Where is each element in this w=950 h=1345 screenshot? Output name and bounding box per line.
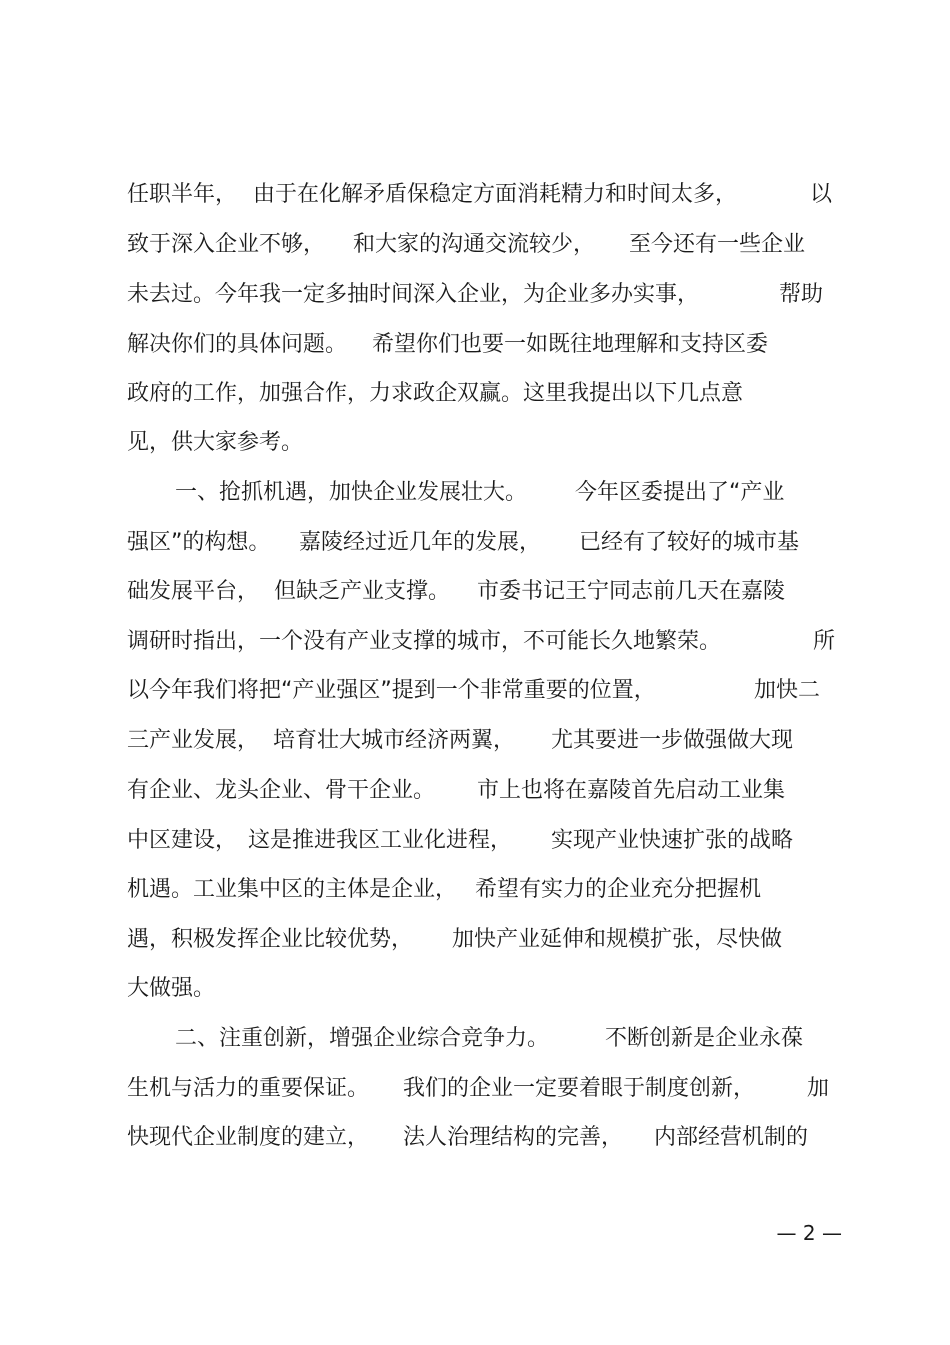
text-segment: 由于在化解矛盾保稳定方面消耗精力和时间太多， xyxy=(253,182,738,207)
text-segment: 遇，积极发挥企业比较优势， xyxy=(127,927,414,952)
text-segment: 嘉陵经过近几年的发展， xyxy=(299,530,542,555)
text-segment: 加快二 xyxy=(754,678,821,703)
text-line xyxy=(127,624,847,660)
text-segment: 这是推进我区工业化进程， xyxy=(248,828,513,853)
text-segment: 已经有了较好的城市基 xyxy=(579,530,800,555)
text-line xyxy=(127,227,847,263)
text-segment: 见，供大家参考。 xyxy=(127,430,304,455)
text-segment: 三产业发展， xyxy=(127,728,260,753)
text-segment: 生机与活力的重要保证。 xyxy=(127,1076,370,1101)
text-line xyxy=(127,773,847,809)
page-number: — 2 — xyxy=(776,1221,842,1245)
text-line xyxy=(127,376,847,412)
text-segment: 培育壮大城市经济两翼， xyxy=(273,728,516,753)
text-line xyxy=(127,177,847,213)
text-segment: 加快产业延伸和规模扩张，尽快做 xyxy=(452,927,783,952)
text-segment: 解决你们的具体问题。 xyxy=(127,332,348,357)
text-line xyxy=(127,475,847,511)
text-line xyxy=(127,971,847,1007)
text-segment: 市委书记王宁同志前几天在嘉陵 xyxy=(477,579,786,604)
text-segment: 内部经营机制的 xyxy=(654,1125,809,1150)
text-segment: 我们的企业一定要着眼于制度创新， xyxy=(403,1076,756,1101)
text-segment: 调研时指出，一个没有产业支撑的城市，不可能长久地繁荣。 xyxy=(127,629,722,654)
text-line xyxy=(127,823,847,859)
text-segment: 未去过。今年我一定多抽时间深入企业，为企业多办实事， xyxy=(127,282,700,307)
text-segment: 强区”的构想。 xyxy=(127,530,271,555)
text-segment: 帮助 xyxy=(779,282,824,307)
text-segment: 大做强。 xyxy=(127,976,216,1001)
text-segment: 以 xyxy=(810,182,833,207)
text-segment: 和大家的沟通交流较少， xyxy=(353,232,596,257)
text-segment: 机遇。工业集中区的主体是企业， xyxy=(127,877,458,902)
text-line xyxy=(127,1021,847,1057)
text-segment: 础发展平台， xyxy=(127,579,260,604)
text-line xyxy=(127,922,847,958)
text-segment: 今年区委提出了“产业 xyxy=(575,480,785,505)
text-segment: 加 xyxy=(807,1076,830,1101)
text-segment: 一、抢抓机遇，加快企业发展壮大。 xyxy=(175,480,528,505)
text-segment: 希望你们也要一如既往地理解和支持区委 xyxy=(372,332,769,357)
text-segment: 快现代企业制度的建立， xyxy=(127,1125,370,1150)
text-line xyxy=(127,723,847,759)
text-segment: 二、注重创新，增强企业综合竞争力。 xyxy=(175,1026,550,1051)
text-segment: 有企业、龙头企业、骨干企业。 xyxy=(127,778,436,803)
text-segment: 所 xyxy=(813,629,836,654)
text-segment: 希望有实力的企业充分把握机 xyxy=(475,877,762,902)
text-line xyxy=(127,1120,847,1156)
text-segment: 政府的工作，加强合作，力求政企双赢。这里我提出以下几点意 xyxy=(127,381,744,406)
text-segment: 不断创新是企业永葆 xyxy=(605,1026,804,1051)
text-segment: 以今年我们将把“产业强区”提到一个非常重要的位置， xyxy=(127,678,656,703)
text-line xyxy=(127,574,847,610)
text-line xyxy=(127,673,847,709)
text-line xyxy=(127,425,847,461)
text-line xyxy=(127,277,847,313)
text-segment: 实现产业快速扩张的战略 xyxy=(551,828,794,853)
text-line xyxy=(127,872,847,908)
text-segment: 任职半年， xyxy=(127,182,238,207)
text-segment: 致于深入企业不够， xyxy=(127,232,326,257)
text-line xyxy=(127,1071,847,1107)
text-segment: 但缺乏产业支撑。 xyxy=(274,579,451,604)
text-segment: 市上也将在嘉陵首先启动工业集 xyxy=(477,778,786,803)
text-segment: 法人治理结构的完善， xyxy=(403,1125,624,1150)
text-segment: 中区建设， xyxy=(127,828,238,853)
text-line xyxy=(127,327,847,363)
text-line xyxy=(127,525,847,561)
text-segment: 尤其要进一步做强做大现 xyxy=(551,728,794,753)
text-segment: 至今还有一些企业 xyxy=(629,232,806,257)
